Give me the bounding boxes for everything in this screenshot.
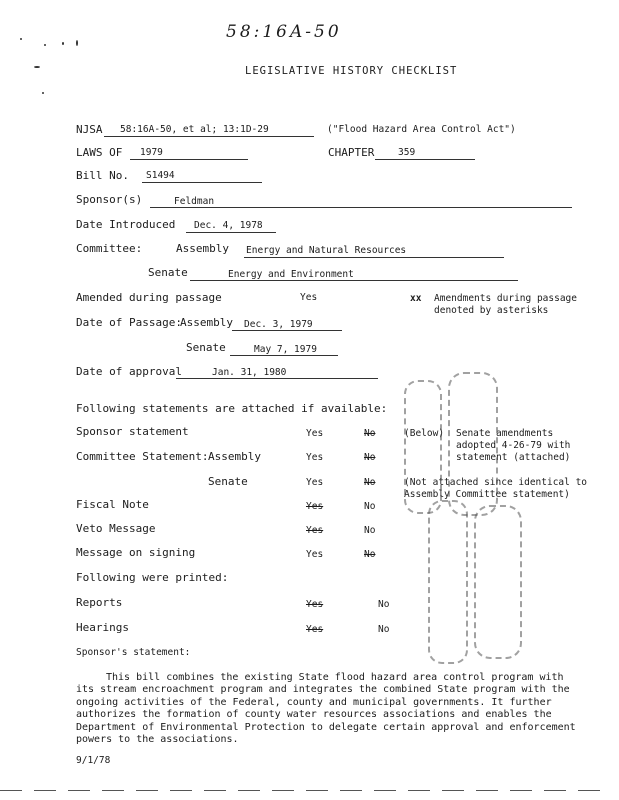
footer-dash xyxy=(510,790,532,791)
laws-of-underline xyxy=(130,159,248,160)
hearings-label: Hearings xyxy=(76,621,129,634)
sponsor-statement-yes: Yes xyxy=(306,428,324,439)
passage-label: Date of Passage: xyxy=(76,316,182,329)
amended-marker: xx xyxy=(410,293,422,304)
laws-of-value: 1979 xyxy=(140,147,163,158)
footer-dash xyxy=(340,790,362,791)
signing-message-yes: Yes xyxy=(306,549,324,560)
committee-statement-no: No xyxy=(364,452,376,463)
footer-dash xyxy=(102,790,124,791)
committee-senate-label: Senate xyxy=(148,266,188,279)
reports-label: Reports xyxy=(76,596,123,609)
sponsor-value: Feldman xyxy=(174,196,215,207)
sponsor-statement-heading: Sponsor's statement: xyxy=(76,647,191,658)
njsa-label: NJSA xyxy=(76,123,103,136)
committee-label: Committee: xyxy=(76,242,143,255)
scan-speck xyxy=(34,66,40,68)
sponsor-statement-body: This bill combines the existing State flood hazard area control program with its stream encroachment program and integrates the combined State program with the ongoing activities of the Federal, county and municipal governments. It further authorizes the formation of county water resources associations and enables the Department of Environmental Protection to delegate certain approval and enforcement powers to the associations. xyxy=(76,672,576,746)
fiscal-note-yes: Yes xyxy=(306,501,324,512)
committee-statement-yes: Yes xyxy=(306,452,324,463)
document-title: LEGISLATIVE HISTORY CHECKLIST xyxy=(245,65,458,77)
hearings-no: No xyxy=(378,624,390,635)
committee-senate-note: (Not attached since identical to Assembly Committee statement) xyxy=(404,477,588,500)
passage-assembly-underline xyxy=(232,330,342,331)
footer-dash xyxy=(0,790,22,791)
amended-yes: Yes xyxy=(300,292,318,303)
sponsor-label: Sponsor(s) xyxy=(76,193,143,206)
footer-dash xyxy=(374,790,396,791)
reports-no: No xyxy=(378,599,390,610)
sponsor-statement-no: No xyxy=(364,428,376,439)
passage-assembly-value: Dec. 3, 1979 xyxy=(244,319,313,330)
bill-no-underline xyxy=(142,182,262,183)
date-introduced-value: Dec. 4, 1978 xyxy=(194,220,263,231)
footer-dash xyxy=(136,790,158,791)
laws-of-label: LAWS OF xyxy=(76,146,123,159)
footer-dash xyxy=(306,790,328,791)
sponsor-statement-label: Sponsor statement xyxy=(76,425,189,438)
sponsor-underline xyxy=(150,207,572,208)
date-introduced-underline xyxy=(186,232,276,233)
following-attached-heading: Following statements are attached if available: xyxy=(76,402,388,415)
footer-dash xyxy=(68,790,90,791)
passage-senate-label: Senate xyxy=(186,341,226,354)
amended-label: Amended during passage xyxy=(76,291,222,304)
scan-speck xyxy=(42,92,44,94)
veto-message-label: Veto Message xyxy=(76,522,156,535)
hearings-yes: Yes xyxy=(306,624,324,635)
veto-message-no: No xyxy=(364,525,376,536)
signing-message-label: Message on signing xyxy=(76,546,196,559)
scan-speck xyxy=(76,40,78,46)
committee-assembly-underline xyxy=(244,257,504,258)
committee-assembly-value: Energy and Natural Resources xyxy=(246,245,407,256)
fiscal-note-label: Fiscal Note xyxy=(76,498,149,511)
chapter-label: CHAPTER xyxy=(328,146,375,159)
footer-dash xyxy=(272,790,294,791)
veto-message-yes: Yes xyxy=(306,525,324,536)
approval-label: Date of approval xyxy=(76,365,182,378)
chapter-underline xyxy=(375,159,475,160)
committee-senate-yes: Yes xyxy=(306,477,324,488)
chapter-value: 359 xyxy=(398,147,416,158)
footer-dash xyxy=(578,790,600,791)
sponsor-statement-note-prefix: (Below) xyxy=(404,428,445,439)
approval-underline xyxy=(176,378,378,379)
committee-statement-label: Committee Statement: xyxy=(76,450,209,463)
faded-stamp xyxy=(404,380,445,514)
footer-dash xyxy=(238,790,260,791)
passage-assembly-label: Assembly xyxy=(180,316,233,329)
scan-speck xyxy=(44,44,46,46)
passage-senate-value: May 7, 1979 xyxy=(254,344,317,355)
faded-stamp xyxy=(474,505,522,659)
signing-message-no: No xyxy=(364,549,376,560)
njsa-value: 58:16A-50, et al; 13:1D-29 xyxy=(120,124,269,135)
scan-speck xyxy=(62,42,64,45)
committee-assembly-label: Assembly xyxy=(176,242,229,255)
handwritten-reference: 58:16A-50 xyxy=(226,22,342,42)
bill-no-label: Bill No. xyxy=(76,169,129,182)
passage-senate-underline xyxy=(230,355,338,356)
committee-senate-value: Energy and Environment xyxy=(228,269,354,280)
committee-senate-no: No xyxy=(364,477,376,488)
njsa-underline xyxy=(104,136,314,137)
amended-note: Amendments during passage denoted by asterisks xyxy=(434,293,577,316)
footer-dash xyxy=(442,790,464,791)
faded-stamp xyxy=(428,500,468,664)
committee-senate-underline xyxy=(190,280,518,281)
footer-dash xyxy=(170,790,192,791)
footer-dash xyxy=(544,790,566,791)
bill-no-value: S1494 xyxy=(146,170,175,181)
scan-speck xyxy=(20,38,22,40)
footer-dash xyxy=(204,790,226,791)
footer-dash xyxy=(34,790,56,791)
date-introduced-label: Date Introduced xyxy=(76,218,176,231)
approval-value: Jan. 31, 1980 xyxy=(212,367,287,378)
faded-stamp xyxy=(448,372,498,516)
committee-statement-senate-label: Senate xyxy=(208,475,248,488)
committee-statement-assembly-label: Assembly xyxy=(208,450,261,463)
fiscal-note-no: No xyxy=(364,501,376,512)
reports-yes: Yes xyxy=(306,599,324,610)
sponsor-statement-note: Senate amendments adopted 4-26-79 with statement (attached) xyxy=(456,428,571,463)
footer-dash xyxy=(408,790,430,791)
footer-code: 9/1/78 xyxy=(76,755,111,766)
footer-dash xyxy=(476,790,498,791)
njsa-act-name: ("Flood Hazard Area Control Act") xyxy=(327,124,516,135)
following-printed-heading: Following were printed: xyxy=(76,571,229,584)
